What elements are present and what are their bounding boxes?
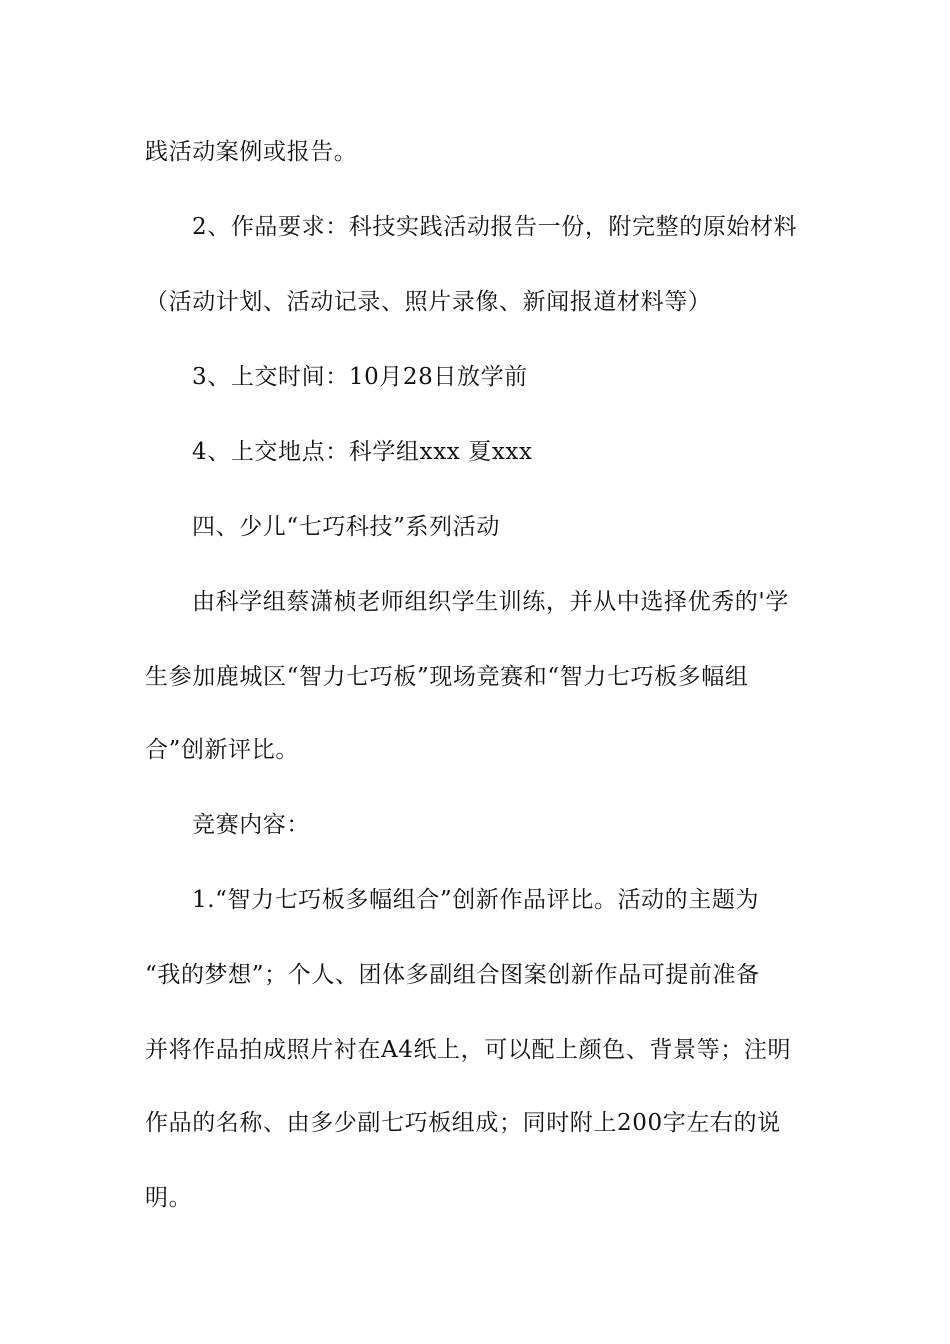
paragraph-line: （活动计划、活动记录、照片录像、新闻报道材料等） [145, 289, 712, 315]
paragraph-line: 1.“智力七巧板多幅组合”创新作品评比。活动的主题为 [192, 887, 760, 913]
paragraph-line: 作品的名称、由多少副七巧板组成；同时附上200字左右的说 [145, 1110, 781, 1136]
paragraph-line: 生参加鹿城区“智力七巧板”现场竞赛和“智力七巧板多幅组 [145, 664, 749, 690]
paragraph-line: “我的梦想”；个人、团体多副组合图案创新作品可提前准备 [145, 962, 760, 988]
paragraph-line: 并将作品拍成照片衬在A4纸上，可以配上颜色、背景等；注明 [145, 1037, 792, 1063]
paragraph-line: 明。 [145, 1185, 193, 1211]
paragraph-line: 践活动案例或报告。 [145, 139, 358, 165]
paragraph-line: 竞赛内容： [192, 812, 310, 838]
paragraph-line: 3、上交时间：10月28日放学前 [192, 364, 528, 390]
paragraph-line: 由科学组蔡潇桢老师组织学生训练，并从中选择优秀的'学 [192, 589, 789, 615]
section-heading: 四、少儿“七巧科技”系列活动 [192, 514, 500, 540]
paragraph-line: 合”创新评比。 [145, 737, 299, 763]
paragraph-line: 4、上交地点：科学组xxx 夏xxx [192, 439, 533, 465]
paragraph-line: 2、作品要求：科技实践活动报告一份，附完整的原始材料 [192, 214, 798, 240]
